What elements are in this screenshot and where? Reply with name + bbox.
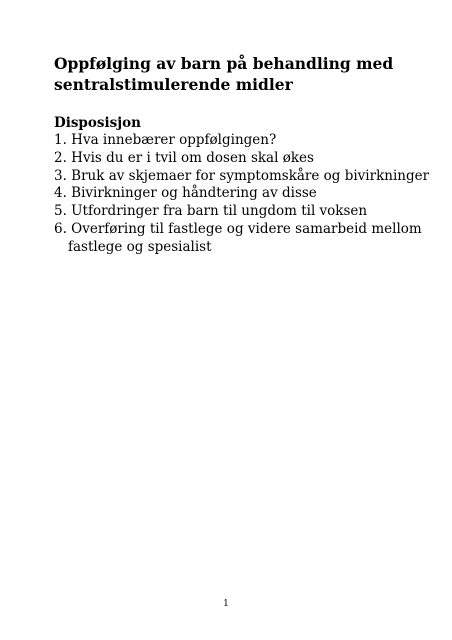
list-item: 5. Utfordringer fra barn til ungdom til voksen [54, 203, 368, 220]
document-title [54, 53, 394, 95]
outline-list [54, 132, 434, 257]
list-item: 4. Bivirkninger og håndtering av disse [54, 185, 317, 202]
page-number: 1 [223, 599, 229, 609]
list-item: 2. Hvis du er i tvil om dosen skal økes [54, 149, 314, 166]
section-heading: Disposisjon [54, 115, 141, 131]
list-item: 6. Overføring til fastlege og videre samarbeid mellom fastlege og spesialist [54, 220, 422, 255]
list-item: 1. Hva innebærer oppfølgingen? [54, 132, 277, 148]
title-line-2: sentralstimulerende midler [54, 75, 293, 94]
list-item: 3. Bruk av skjemaer for symptomskåre og bivirkninger [54, 167, 430, 184]
title-line-1: Oppfølging av barn på behandling med [54, 54, 394, 73]
